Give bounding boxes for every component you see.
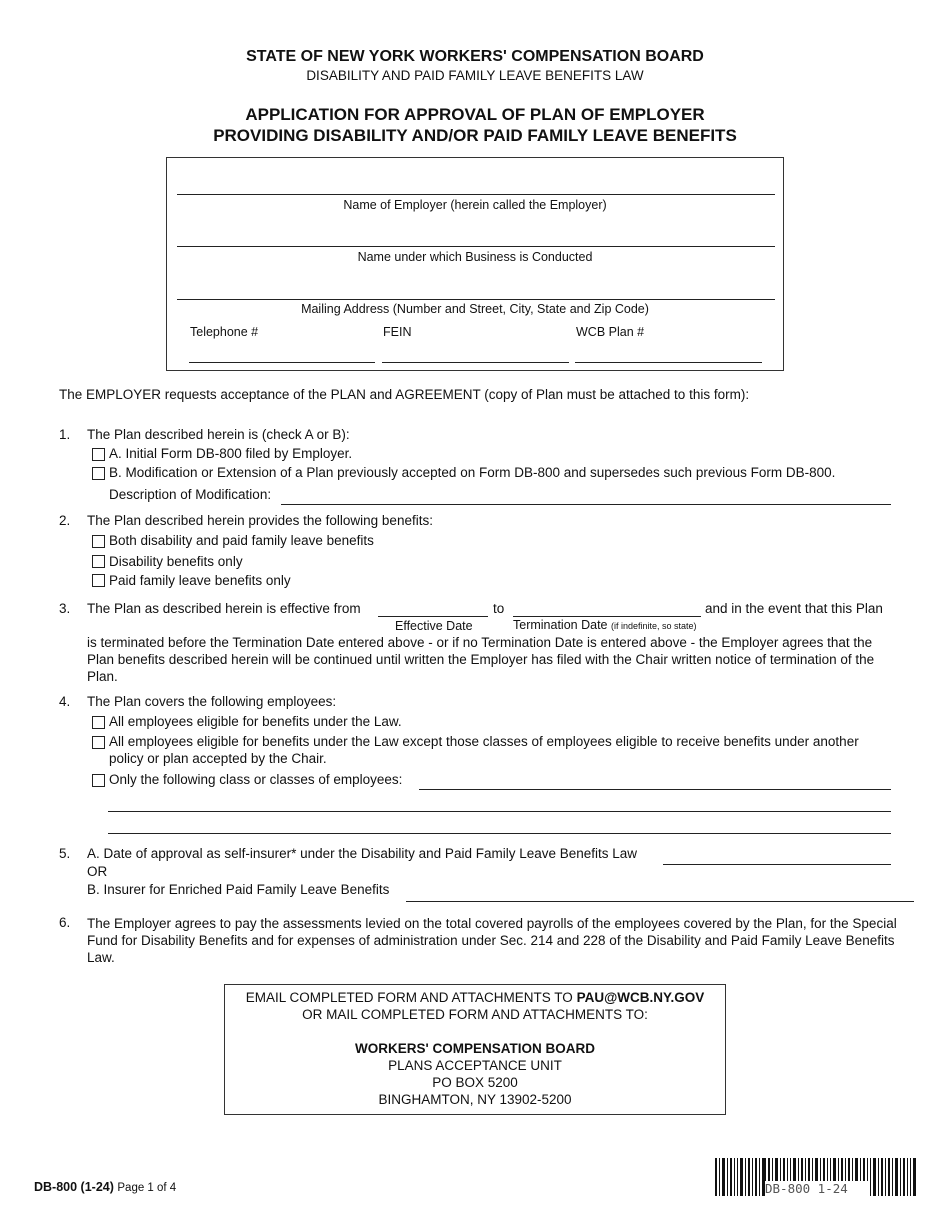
item5-or: OR bbox=[87, 864, 108, 879]
effective-date-label: Effective Date bbox=[395, 619, 473, 633]
classes-field-3[interactable] bbox=[108, 817, 891, 834]
self-insurer-date-field[interactable] bbox=[663, 848, 891, 865]
item2-text: The Plan described herein provides the following benefits: bbox=[87, 513, 433, 528]
telephone-label: Telephone # bbox=[190, 325, 259, 339]
mailing-address-label: Mailing Address (Number and Street, City, State and Zip Code) bbox=[301, 302, 649, 316]
item4-number: 4. bbox=[59, 694, 71, 709]
all-employees-checkbox[interactable] bbox=[92, 716, 105, 729]
employer-name-field[interactable] bbox=[177, 178, 775, 195]
pfl-only-checkbox[interactable] bbox=[92, 574, 105, 587]
law-subtitle: DISABILITY AND PAID FAMILY LEAVE BENEFITS LAW bbox=[306, 68, 644, 83]
mail-unit: PLANS ACCEPTANCE UNIT bbox=[388, 1058, 562, 1073]
mail-city: BINGHAMTON, NY 13902-5200 bbox=[378, 1092, 572, 1107]
footer-form-id bbox=[34, 1180, 176, 1194]
specific-classes-checkbox[interactable] bbox=[92, 774, 105, 787]
board-title: STATE OF NEW YORK WORKERS' COMPENSATION BOARD bbox=[246, 48, 704, 65]
mail-line: OR MAIL COMPLETED FORM AND ATTACHMENTS TO: bbox=[302, 1007, 648, 1022]
item4-text: The Plan covers the following employees: bbox=[87, 694, 337, 709]
all-employees-label: All employees eligible for benefits under the Law. bbox=[109, 714, 402, 729]
item5-a-label: A. Date of approval as self-insurer* under the Disability and Paid Family Leave Benefits Law bbox=[87, 846, 638, 861]
employer-info-box bbox=[166, 157, 784, 371]
email-line bbox=[225, 989, 725, 1006]
intro-text: The EMPLOYER requests acceptance of the PLAN and AGREEMENT (copy of Plan must be attached to this form): bbox=[59, 387, 750, 402]
modification-label: Description of Modification: bbox=[109, 487, 272, 502]
item6-number: 6. bbox=[59, 915, 71, 930]
pfl-only-label: Paid family leave benefits only bbox=[109, 573, 291, 588]
insurer-field[interactable] bbox=[406, 885, 914, 902]
page-number: Page 1 of 4 bbox=[117, 1182, 177, 1194]
fein-field[interactable] bbox=[382, 346, 569, 363]
barcode-text: DB-800 1-24 bbox=[765, 1181, 870, 1196]
item3-number: 3. bbox=[59, 601, 71, 616]
both-benefits-checkbox[interactable] bbox=[92, 535, 105, 548]
business-name-field[interactable] bbox=[177, 230, 775, 247]
mail-org: WORKERS' COMPENSATION BOARD bbox=[355, 1041, 595, 1056]
item3-text-start: The Plan as described herein is effective from bbox=[87, 601, 361, 616]
option-b-checkbox[interactable] bbox=[92, 467, 105, 480]
item2-number: 2. bbox=[59, 513, 71, 528]
option-a-checkbox[interactable] bbox=[92, 448, 105, 461]
item3-continuation: is terminated before the Termination Date entered above - or if no Termination Date is entered above - the Employer agrees that the Plan benefits described herein will be continued until written the Employer has filed with the Chair written notice of termination of the Plan. bbox=[87, 635, 875, 684]
email-address-link[interactable]: PAU@WCB.NY.GOV bbox=[576, 990, 705, 1005]
termination-date-label bbox=[513, 618, 697, 632]
option-a-label: A. Initial Form DB-800 filed by Employer. bbox=[109, 446, 353, 461]
disability-only-label: Disability benefits only bbox=[109, 554, 243, 569]
form-title-line2: PROVIDING DISABILITY AND/OR PAID FAMILY LEAVE BENEFITS bbox=[213, 126, 737, 145]
item5-b-label: B. Insurer for Enriched Paid Family Leave Benefits bbox=[87, 882, 390, 897]
modification-field[interactable] bbox=[281, 488, 891, 505]
telephone-field[interactable] bbox=[189, 346, 375, 363]
item1-text: The Plan described herein is (check A or B): bbox=[87, 427, 350, 442]
mailing-address-field[interactable] bbox=[177, 283, 775, 300]
classes-field-2[interactable] bbox=[108, 795, 891, 812]
termination-date-note: (if indefinite, so state) bbox=[610, 621, 697, 631]
termination-date-field[interactable] bbox=[513, 600, 701, 617]
both-benefits-label: Both disability and paid family leave benefits bbox=[109, 533, 374, 548]
item6-text: The Employer agrees to pay the assessments levied on the total covered payrolls of the employees covered by the Plan, for the Special Fund for Disability Benefits and for expenses of administration under Sec. 214 and 228 of the Disability and Paid Family Leave Benefits Law. bbox=[87, 916, 897, 965]
employer-name-label: Name of Employer (herein called the Employer) bbox=[343, 198, 607, 212]
form-title-line1: APPLICATION FOR APPROVAL OF PLAN OF EMPLOYER bbox=[245, 105, 705, 124]
all-except-label-line1: All employees eligible for benefits under the Law except those classes of employees eligible to receive benefits under another bbox=[109, 734, 859, 749]
submission-box bbox=[224, 984, 726, 1115]
disability-only-checkbox[interactable] bbox=[92, 555, 105, 568]
business-name-label: Name under which Business is Conducted bbox=[357, 250, 593, 264]
item3-text-end: and in the event that this Plan bbox=[705, 601, 883, 616]
wcb-plan-label: WCB Plan # bbox=[576, 325, 645, 339]
email-prefix: EMAIL COMPLETED FORM AND ATTACHMENTS TO bbox=[245, 990, 573, 1005]
termination-date-label-text: Termination Date bbox=[513, 618, 608, 632]
mail-po: PO BOX 5200 bbox=[432, 1075, 518, 1090]
option-b-label: B. Modification or Extension of a Plan previously accepted on Form DB-800 and supersedes such previous Form DB-800. bbox=[109, 465, 836, 480]
all-except-checkbox[interactable] bbox=[92, 736, 105, 749]
effective-date-field[interactable] bbox=[378, 600, 488, 617]
wcb-plan-field[interactable] bbox=[575, 346, 762, 363]
fein-label: FEIN bbox=[383, 325, 412, 339]
classes-field-1[interactable] bbox=[419, 773, 891, 790]
form-id: DB-800 (1-24) bbox=[34, 1180, 114, 1194]
item1-number: 1. bbox=[59, 427, 71, 442]
specific-classes-label: Only the following class or classes of employees: bbox=[109, 772, 403, 787]
item3-to: to bbox=[493, 601, 505, 616]
all-except-label-line2: policy or plan accepted by the Chair. bbox=[109, 751, 327, 766]
item5-number: 5. bbox=[59, 846, 71, 861]
